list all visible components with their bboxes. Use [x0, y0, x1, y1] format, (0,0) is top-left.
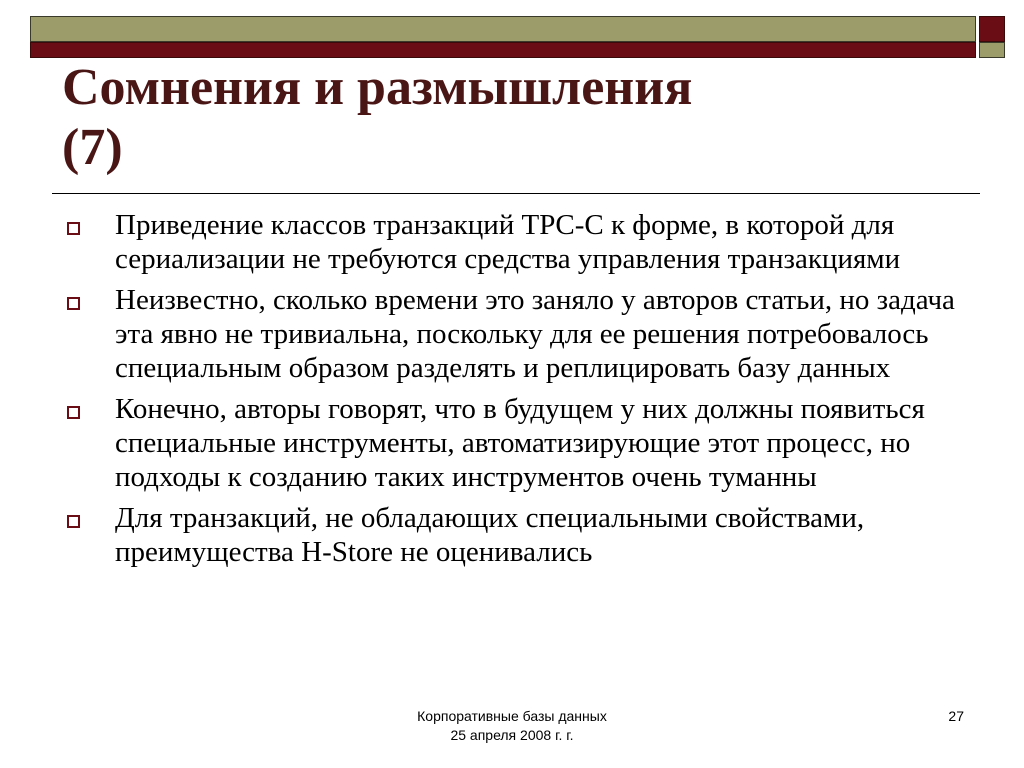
square-bullet-icon	[67, 222, 80, 235]
bullet-text: Конечно, авторы говорят, что в будущем у них должны появиться специальные инструменты, автоматизирующие этот процесс, но подходы к созданию таких инструментов очень туманны	[115, 393, 925, 493]
bullet-item	[64, 392, 974, 494]
bullet-text: Приведение классов транзакций TPC-C к форме, в которой для сериализации не требуются средства управления транзакциями	[115, 209, 901, 275]
bullet-list	[64, 208, 974, 576]
header-decoration-square-olive	[979, 42, 1005, 58]
slide-title-line-1: Сомнения и размышления	[62, 59, 693, 116]
slide-title-line-2: (7)	[62, 119, 123, 176]
header-decoration-bar-red	[30, 42, 976, 58]
slide-title	[62, 58, 962, 178]
title-divider	[52, 193, 980, 194]
slide-footer	[300, 707, 724, 745]
bullet-item	[64, 283, 974, 385]
square-bullet-icon	[67, 515, 80, 528]
slide-page-number: 27	[948, 708, 964, 724]
bullet-text: Неизвестно, сколько времени это заняло у авторов статьи, но задача эта явно не тривиальна, поскольку для ее решения потребовалось специальным образом разделять и реплицировать базу данных	[115, 284, 955, 384]
square-bullet-icon	[67, 297, 80, 310]
bullet-text: Для транзакций, не обладающих специальными свойствами, преимущества H-Store не оценивались	[115, 502, 865, 568]
header-decoration-bar-olive	[30, 16, 976, 42]
square-bullet-icon	[67, 406, 80, 419]
header-decoration-square-red	[979, 16, 1005, 42]
bullet-item	[64, 208, 974, 276]
bullet-item	[64, 501, 974, 569]
footer-date: 25 апреля 2008 г. г.	[450, 727, 574, 743]
footer-course-name: Корпоративные базы данных	[417, 708, 607, 724]
